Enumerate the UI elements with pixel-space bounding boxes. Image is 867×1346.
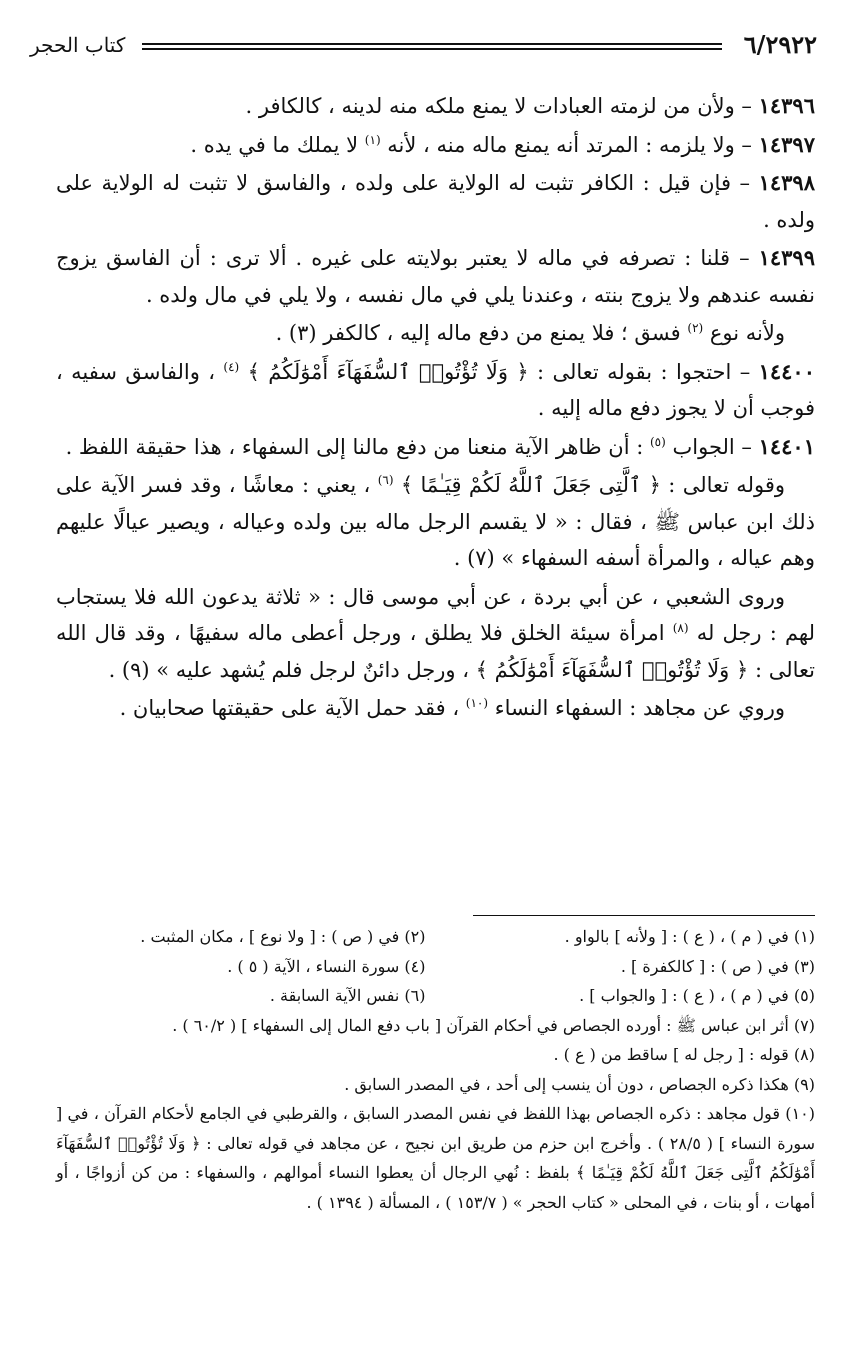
paragraph [56, 165, 815, 238]
paragraph-text: وروي عن مجاهد : السفهاء النساء [488, 696, 785, 720]
paragraph-text-continued: ، يعني : معاشًا ، وقد فسر الآية على ذلك ابن عباس ﷺ ، فقال : « لا يقسم الرجل ماله بين ولده وعياله ، ويصير عيالًا عليهم وهم عياله ، والمرأة أسفه السفهاء » (٧) . [56, 473, 815, 570]
running-title: كتاب الحجر [30, 33, 126, 57]
footnote: (١٠) قول مجاهد : ذكره الجصاص بهذا اللفظ في نفس المصدر السابق ، والقرطبي في الجامع لأحكام القرآن ، في [ سورة النساء ] ( ٢٨/٥ ) . وأخرج ابن حزم من طريق ابن نجيح ، عن مجاهد في قوله تعالى : ﴿ وَلَا تُؤْتُوا۟ ٱلسُّفَهَآءَ أَمْوَٰلَكُمُ ٱلَّتِى جَعَلَ ٱللَّهُ لَكُمْ قِيَـٰمًا ﴾ بلفظ : نُهي الرجال أن يعطوا النساء أموالهم ، والسفهاء : من كن أزواجًا ، أو أمهات ، أو بنات ، في المحلى « كتاب الحجر » ( ١٥٣/٧ ) ، المسألة ( ١٣٩٤ ) . [56, 1104, 815, 1212]
paragraph [56, 88, 815, 125]
paragraph-text-continued: امرأة سيئة الخلق فلا يطلق ، ورجل أعطى ماله سفيهًا ، وقد قال الله تعالى : ﴿ وَلَا تُؤْتُوا۟ ٱلسُّفَهَآءَ أَمْوَٰلَكُمُ ﴾ ، ورجل دائنٌ لرجل فلم يُشهد عليه » (٩) . [56, 621, 815, 682]
paragraph [56, 354, 815, 427]
paragraph-text: – قلنا : تصرفه في ماله لا يعتبر بولايته على غيره . ألا ترى : أن الفاسق يزوج نفسه عندهم ولا يزوج بنته ، وعندنا يلي في مال نفسه ، ولا يلي في مال ولده . [56, 246, 815, 307]
paragraph-number: ١٤٣٩٨ [758, 170, 815, 195]
footnote-marker: (١) [364, 132, 381, 147]
paragraph [56, 429, 815, 466]
paragraph-text: ولأنه نوع [703, 321, 785, 345]
paragraph-text: – الجواب [665, 434, 759, 459]
paragraph [56, 579, 815, 689]
footnote-marker: (٨) [672, 621, 689, 635]
paragraph-text: – احتجوا : بقوله تعالى : ﴿ وَلَا تُؤْتُوا۟ ٱلسُّفَهَآءَ أَمْوَٰلَكُمُ ﴾ [239, 359, 759, 384]
footnote-marker: (٦) [377, 473, 394, 487]
footnote: (٩) هكذا ذكره الجصاص ، دون أن ينسب إلى أحد ، في المصدر السابق . [344, 1074, 815, 1094]
footnote: (٧) أثر ابن عباس ﷺ : أورده الجصاص في أحكام القرآن [ باب دفع المال إلى السفهاء ] ( ٦٠/٢ ) . [172, 1015, 815, 1035]
footnote-marker: (٢) [687, 321, 704, 335]
paragraph-text-continued: لا يملك ما في يده . [190, 132, 365, 157]
paragraph-number: ١٤٤٠١ [758, 433, 815, 459]
paragraph [56, 315, 815, 352]
paragraph-number: ١٤٣٩٩ [758, 245, 815, 270]
paragraph-text: وروى الشعبي ، عن أبي بردة ، عن أبي موسى قال : « ثلاثة يدعون الله فلا يستجاب لهم : رجل له [56, 584, 815, 645]
footnote-separator [473, 915, 815, 916]
paragraph [56, 690, 815, 727]
footnote: (١) في ( م ) ، ( ع ) : [ ولأنه ] بالواو . [564, 927, 815, 946]
paragraph [56, 127, 815, 164]
footnote: (٣) في ( ص ) : [ كالكفرة ] . [620, 956, 815, 976]
paragraph-number: ١٤٤٠٠ [758, 358, 815, 384]
paragraph [56, 467, 815, 577]
footnotes [56, 922, 815, 1217]
paragraph-text-continued: ، والفاسق سفيه ، فوجب أن لا يجوز دفع ماله إليه . [56, 359, 815, 420]
paragraph-text-continued: ، فقد حمل الآية على حقيقتها صحابيان . [119, 696, 466, 720]
footnote: (٥) في ( م ) ، ( ع ) : [ والجواب ] . [579, 986, 815, 1005]
main-text [56, 88, 815, 729]
header-double-rule [142, 43, 722, 50]
footnote-marker: (٥) [649, 434, 666, 449]
footnote: (٤) سورة النساء ، الآية ( ٥ ) . [227, 956, 426, 976]
paragraph-number: ١٤٣٩٧ [758, 131, 815, 157]
footnote: (٦) نفس الآية السابقة . [269, 986, 426, 1005]
footnote-marker: (٤) [223, 359, 240, 374]
paragraph-text-continued: : أن ظاهر الآية منعنا من دفع مالنا إلى السفهاء ، هذا حقيقة اللفظ . [65, 434, 650, 459]
paragraph-number: ١٤٣٩٦ [758, 93, 815, 118]
paragraph-text: وقوله تعالى : ﴿ ٱلَّتِى جَعَلَ ٱللَّهُ لَكُمْ قِيَـٰمًا ﴾ [393, 473, 785, 497]
paragraph [56, 240, 815, 313]
paragraph-text: – ولا يلزمه : المرتد أنه يمنع ماله منه ، لأنه [380, 132, 759, 157]
page-header [30, 28, 817, 64]
paragraph-text: – ولأن من لزمته العبادات لا يمنع ملكه منه لدينه ، كالكافر . [245, 94, 759, 118]
paragraph-text: – فإن قيل : الكافر تثبت له الولاية على ولده ، والفاسق لا تثبت له الولاية على ولده . [56, 171, 815, 232]
footnote-marker: (١٠) [465, 696, 489, 710]
page-number: ٦/٢٩٢٢ [743, 30, 817, 59]
footnote-grid [56, 922, 815, 1011]
footnote-list [56, 1011, 815, 1218]
paragraph-text-continued: فسق ؛ فلا يمنع من دفع ماله إليه ، كالكفر (٣) . [275, 321, 688, 345]
footnote: (٨) قوله : [ رجل له ] ساقط من ( ع ) . [553, 1045, 815, 1064]
footnote: (٢) في ( ص ) : [ ولا نوع ] ، مكان المثبت . [140, 927, 426, 946]
